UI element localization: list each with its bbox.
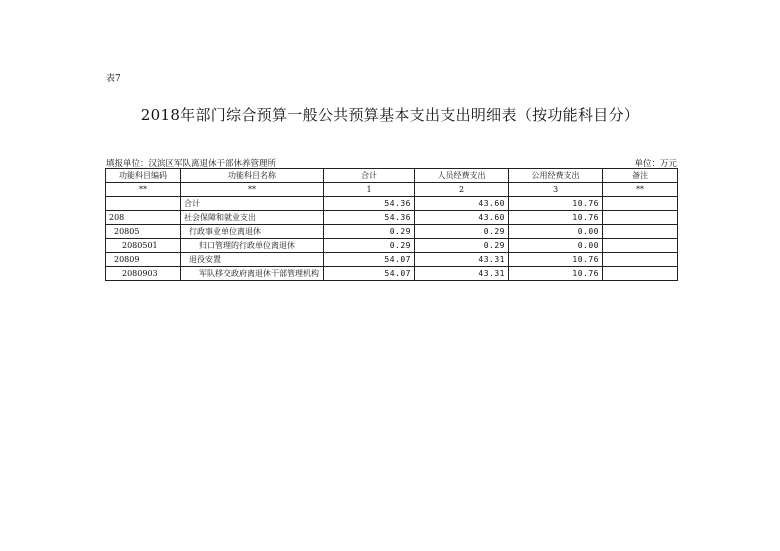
table-row bbox=[106, 239, 678, 253]
table-row bbox=[106, 211, 678, 225]
name-cell: 合计 bbox=[181, 197, 324, 211]
note-cell bbox=[603, 197, 678, 211]
table-number: 表7 bbox=[106, 74, 121, 84]
table-row bbox=[106, 197, 678, 211]
col-header-name: 功能科目名称 bbox=[181, 169, 324, 183]
total-cell: 54.07 bbox=[324, 253, 415, 267]
public-cell: 10.76 bbox=[509, 197, 603, 211]
name-cell: 退役安置 bbox=[181, 253, 324, 267]
note-cell bbox=[603, 239, 678, 253]
index-cell: 3 bbox=[509, 183, 603, 197]
total-cell: 54.36 bbox=[324, 211, 415, 225]
name-cell: 军队移交政府离退休干部管理机构 bbox=[181, 267, 324, 281]
personnel-cell: 43.31 bbox=[415, 267, 509, 281]
name-cell: 社会保障和就业支出 bbox=[181, 211, 324, 225]
personnel-cell: 43.31 bbox=[415, 253, 509, 267]
total-cell: 54.36 bbox=[324, 197, 415, 211]
total-cell: 0.29 bbox=[324, 225, 415, 239]
note-cell bbox=[603, 211, 678, 225]
personnel-cell: 0.29 bbox=[415, 225, 509, 239]
index-cell: ** bbox=[181, 183, 324, 197]
name-cell: 归口管理的行政单位离退休 bbox=[181, 239, 324, 253]
page-title: 2018年部门综合预算一般公共预算基本支出支出明细表（按功能科目分） bbox=[140, 106, 640, 124]
expenditure-table bbox=[105, 168, 678, 281]
reporting-unit: 填报单位：汉滨区军队离退休干部休养管理所 bbox=[106, 159, 277, 169]
personnel-cell: 0.29 bbox=[415, 239, 509, 253]
index-row bbox=[106, 183, 678, 197]
total-cell: 54.07 bbox=[324, 267, 415, 281]
table-row bbox=[106, 253, 678, 267]
public-cell: 10.76 bbox=[509, 267, 603, 281]
code-cell: 208 bbox=[106, 211, 181, 225]
index-cell: ** bbox=[106, 183, 181, 197]
public-cell: 10.76 bbox=[509, 253, 603, 267]
code-cell: 2080903 bbox=[106, 267, 181, 281]
table-row bbox=[106, 225, 678, 239]
personnel-cell: 43.60 bbox=[415, 197, 509, 211]
code-cell: 20805 bbox=[106, 225, 181, 239]
note-cell bbox=[603, 267, 678, 281]
code-cell: 2080501 bbox=[106, 239, 181, 253]
note-cell bbox=[603, 253, 678, 267]
note-cell bbox=[603, 225, 678, 239]
name-cell: 行政事业单位离退休 bbox=[181, 225, 324, 239]
col-header-personnel: 人员经费支出 bbox=[415, 169, 509, 183]
col-header-code: 功能科目编码 bbox=[106, 169, 181, 183]
code-cell: 20809 bbox=[106, 253, 181, 267]
col-header-note: 备注 bbox=[603, 169, 678, 183]
public-cell: 10.76 bbox=[509, 211, 603, 225]
table-header-row bbox=[106, 169, 678, 183]
index-cell: 2 bbox=[415, 183, 509, 197]
public-cell: 0.00 bbox=[509, 239, 603, 253]
index-cell: 1 bbox=[324, 183, 415, 197]
col-header-total: 合计 bbox=[324, 169, 415, 183]
total-cell: 0.29 bbox=[324, 239, 415, 253]
code-cell bbox=[106, 197, 181, 211]
personnel-cell: 43.60 bbox=[415, 211, 509, 225]
col-header-public: 公用经费支出 bbox=[509, 169, 603, 183]
currency-unit: 单位：万元 bbox=[634, 159, 677, 169]
table-row bbox=[106, 267, 678, 281]
public-cell: 0.00 bbox=[509, 225, 603, 239]
index-cell: ** bbox=[603, 183, 678, 197]
